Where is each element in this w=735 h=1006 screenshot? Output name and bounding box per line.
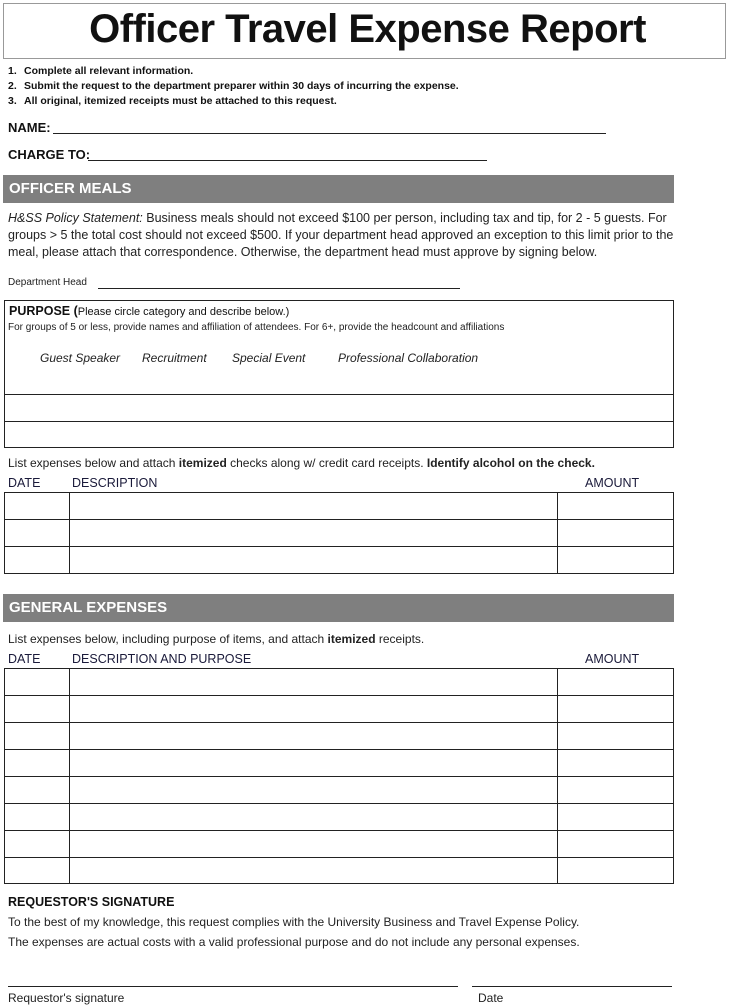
general-list-instruction: List expenses below, including purpose of items, and attach itemized receipts.	[8, 632, 425, 646]
general-col-date: DATE	[8, 652, 41, 666]
charge-to-label: CHARGE TO:	[8, 147, 91, 162]
general-row-divider	[4, 857, 674, 858]
meals-row-divider	[4, 519, 674, 520]
general-expenses-heading: GENERAL EXPENSES	[3, 594, 674, 622]
general-row-divider	[4, 776, 674, 777]
name-field[interactable]	[53, 133, 606, 134]
meals-col-divider	[69, 492, 70, 574]
purpose-heading: PURPOSE (Please circle category and describe below.)	[9, 304, 290, 318]
meals-col-description: DESCRIPTION	[72, 476, 158, 490]
department-head-field[interactable]	[98, 288, 460, 289]
general-col-divider	[69, 668, 70, 884]
purpose-note: For groups of 5 or less, provide names and affiliation of attendees. For 6+, provide the headcount and affiliations	[8, 322, 505, 333]
purpose-line-1	[4, 394, 674, 395]
general-row-divider	[4, 830, 674, 831]
date-field[interactable]	[472, 986, 672, 987]
category-professional-collaboration[interactable]: Professional Collaboration	[338, 351, 479, 365]
requestor-signature-label: Requestor's signature	[8, 991, 125, 1005]
signature-statement-1: To the best of my knowledge, this request complies with the University Business and Travel Expense Policy.	[8, 915, 580, 929]
general-row-divider	[4, 803, 674, 804]
general-col-description: DESCRIPTION AND PURPOSE	[72, 652, 252, 666]
instruction-3: 3. All original, itemized receipts must be attached to this request.	[8, 95, 337, 107]
general-col-divider	[557, 668, 558, 884]
category-recruitment[interactable]: Recruitment	[142, 351, 207, 365]
signature-statement-2: The expenses are actual costs with a valid professional purpose and do not include any personal expenses.	[8, 935, 580, 949]
meals-row-divider	[4, 546, 674, 547]
meals-col-amount: AMOUNT	[585, 476, 640, 490]
instruction-1: 1. Complete all relevant information.	[8, 65, 194, 77]
category-guest-speaker[interactable]: Guest Speaker	[40, 351, 121, 365]
meals-list-instruction: List expenses below and attach itemized checks along w/ credit card receipts. Identify alcohol on the check.	[8, 456, 595, 470]
department-head-label: Department Head	[8, 277, 87, 288]
general-col-amount: AMOUNT	[585, 652, 640, 666]
page-title: Officer Travel Expense Report	[89, 7, 646, 51]
general-row-divider	[4, 749, 674, 750]
meals-col-date: DATE	[8, 476, 41, 490]
name-label: NAME:	[8, 120, 51, 135]
purpose-line-2	[4, 421, 674, 422]
date-label: Date	[478, 991, 504, 1005]
policy-statement: H&SS Policy Statement: Business meals should not exceed $100 per person, including tax and tip, for 2 - 5 guests. For groups > 5 the total cost should not exceed $500. If your department head approved an exception to this limit prior to the meal, please attach that correspondence. Otherwise, the department head must approve by signing below.	[8, 211, 674, 259]
meals-table	[4, 492, 674, 574]
general-row-divider	[4, 722, 674, 723]
charge-to-field[interactable]	[88, 160, 487, 161]
category-special-event[interactable]: Special Event	[232, 351, 306, 365]
general-row-divider	[4, 695, 674, 696]
signature-heading: REQUESTOR'S SIGNATURE	[8, 895, 175, 909]
instruction-2: 2. Submit the request to the department preparer within 30 days of incurring the expense.	[8, 80, 459, 92]
officer-meals-heading: OFFICER MEALS	[3, 175, 674, 203]
signature-field[interactable]	[8, 986, 458, 987]
meals-col-divider	[557, 492, 558, 574]
